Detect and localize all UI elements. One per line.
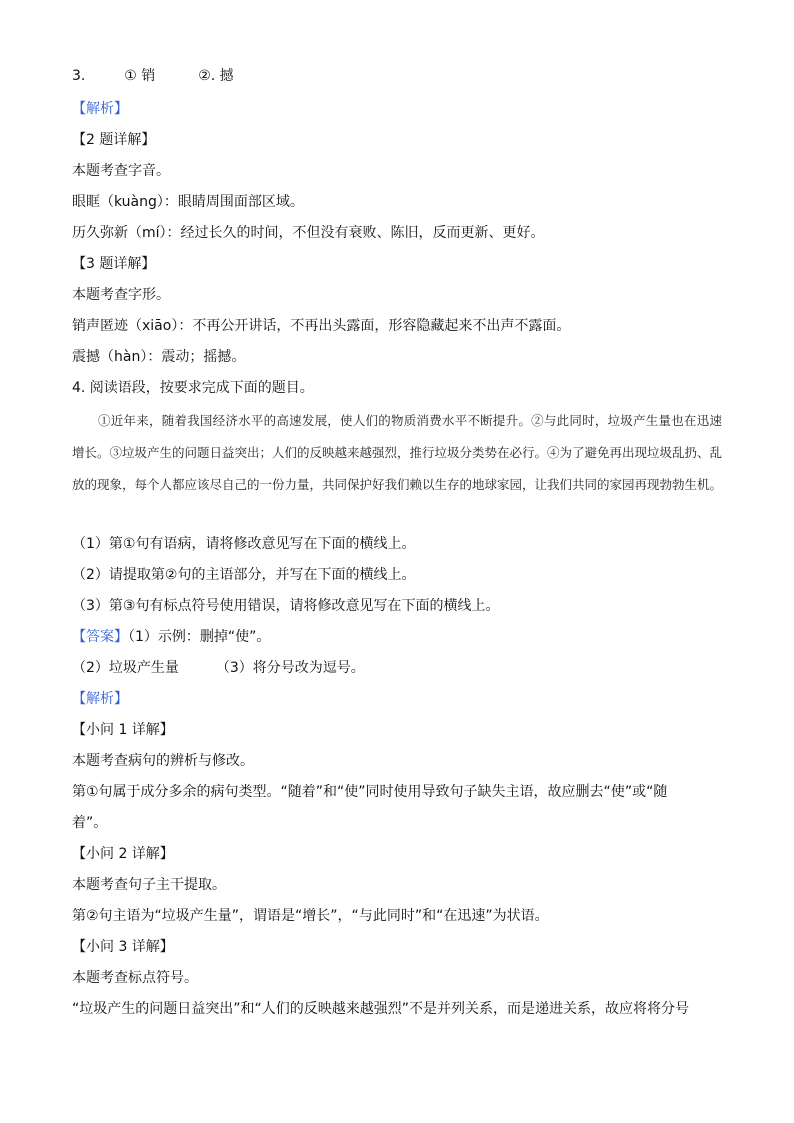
sub1-text-1: 本题考查病句的辨析与修改。 [72, 753, 254, 769]
analysis-tag-1: 【解析】 [72, 101, 128, 117]
sub3-text-2: “垃圾产生的问题日益突出”和“人们的反映越来越强烈”不是并列关系，而是递进关系，故应将将分号 [72, 1001, 690, 1017]
analysis-tag-2: 【解析】 [72, 691, 128, 707]
sub2-text-2: 第②句主语为“垃圾产生量”，谓语是“增长”，“与此同时”和“在迅速”为状语。 [72, 908, 549, 924]
q4-prompt: 4. 阅读语段，按要求完成下面的题目。 [72, 380, 314, 396]
q3-number: 3. [72, 68, 86, 84]
sub1-heading: 【小问 1 详解】 [72, 722, 174, 738]
sub3-text-1: 本题考查标点符号。 [72, 970, 198, 986]
q3-detail-heading: 【3 题详解】 [72, 256, 156, 272]
answer-tag: 【答案】 [72, 629, 128, 645]
q3-word-1: 销声匿迹（xiāo）：不再公开讲话，不再出头露面，形容隐藏起来不出声不露面。 [72, 318, 571, 334]
q3-answer-line [72, 66, 234, 86]
q3-answer-1: ① 销 [124, 68, 156, 84]
answer-1: （1）示例：删掉“使”。 [128, 629, 271, 645]
question-2: （2）请提取第②句的主语部分，并写在下面的横线上。 [72, 567, 416, 583]
answer-line-1 [72, 627, 270, 647]
sub2-heading: 【小问 2 详解】 [72, 846, 174, 862]
q2-word-2: 历久弥新（mí）：经过长久的时间，不但没有衰败、陈旧，反而更新、更好。 [72, 225, 545, 241]
answer-2: （2）垃圾产生量 [72, 660, 179, 676]
sub3-heading: 【小问 3 详解】 [72, 939, 174, 955]
answer-line-2 [72, 658, 365, 678]
sub1-text-3: 着”。 [72, 815, 108, 831]
q3-detail-text: 本题考查字形。 [72, 287, 170, 303]
question-3: （3）第③句有标点符号使用错误，请将修改意见写在下面的横线上。 [72, 598, 500, 614]
sub2-text-1: 本题考查句子主干提取。 [72, 877, 226, 893]
sub1-text-2: 第①句属于成分多余的病句类型。“随着”和“使”同时使用导致句子缺失主语，故应删去“使”或“随 [72, 784, 668, 800]
answer-3: （3）将分号改为逗号。 [215, 660, 365, 676]
question-1: （1）第①句有语病，请将修改意见写在下面的横线上。 [72, 536, 416, 552]
q2-detail-heading: 【2 题详解】 [72, 132, 156, 148]
reading-passage: ①近年来，随着我国经济水平的高速发展，使人们的物质消费水平不断提升。②与此同时，垃圾产生量也在迅速增长。③垃圾产生的问题日益突出；人们的反映越来越强烈，推行垃圾分类势在必行。④为了避免再出现垃圾乱扔、乱放的现象，每个人都应该尽自己的一份力量，共同保护好我们赖以生存的地球家园，让我们共同的家园再现勃勃生机。 [72, 413, 723, 492]
q3-answer-2: ②. 撼 [198, 68, 234, 84]
q2-word-1: 眼眶（kuàng）：眼睛周围面部区域。 [72, 194, 304, 210]
q3-word-2: 震撼（hàn）：震动；摇撼。 [72, 349, 246, 365]
q2-detail-text: 本题考查字音。 [72, 163, 170, 179]
